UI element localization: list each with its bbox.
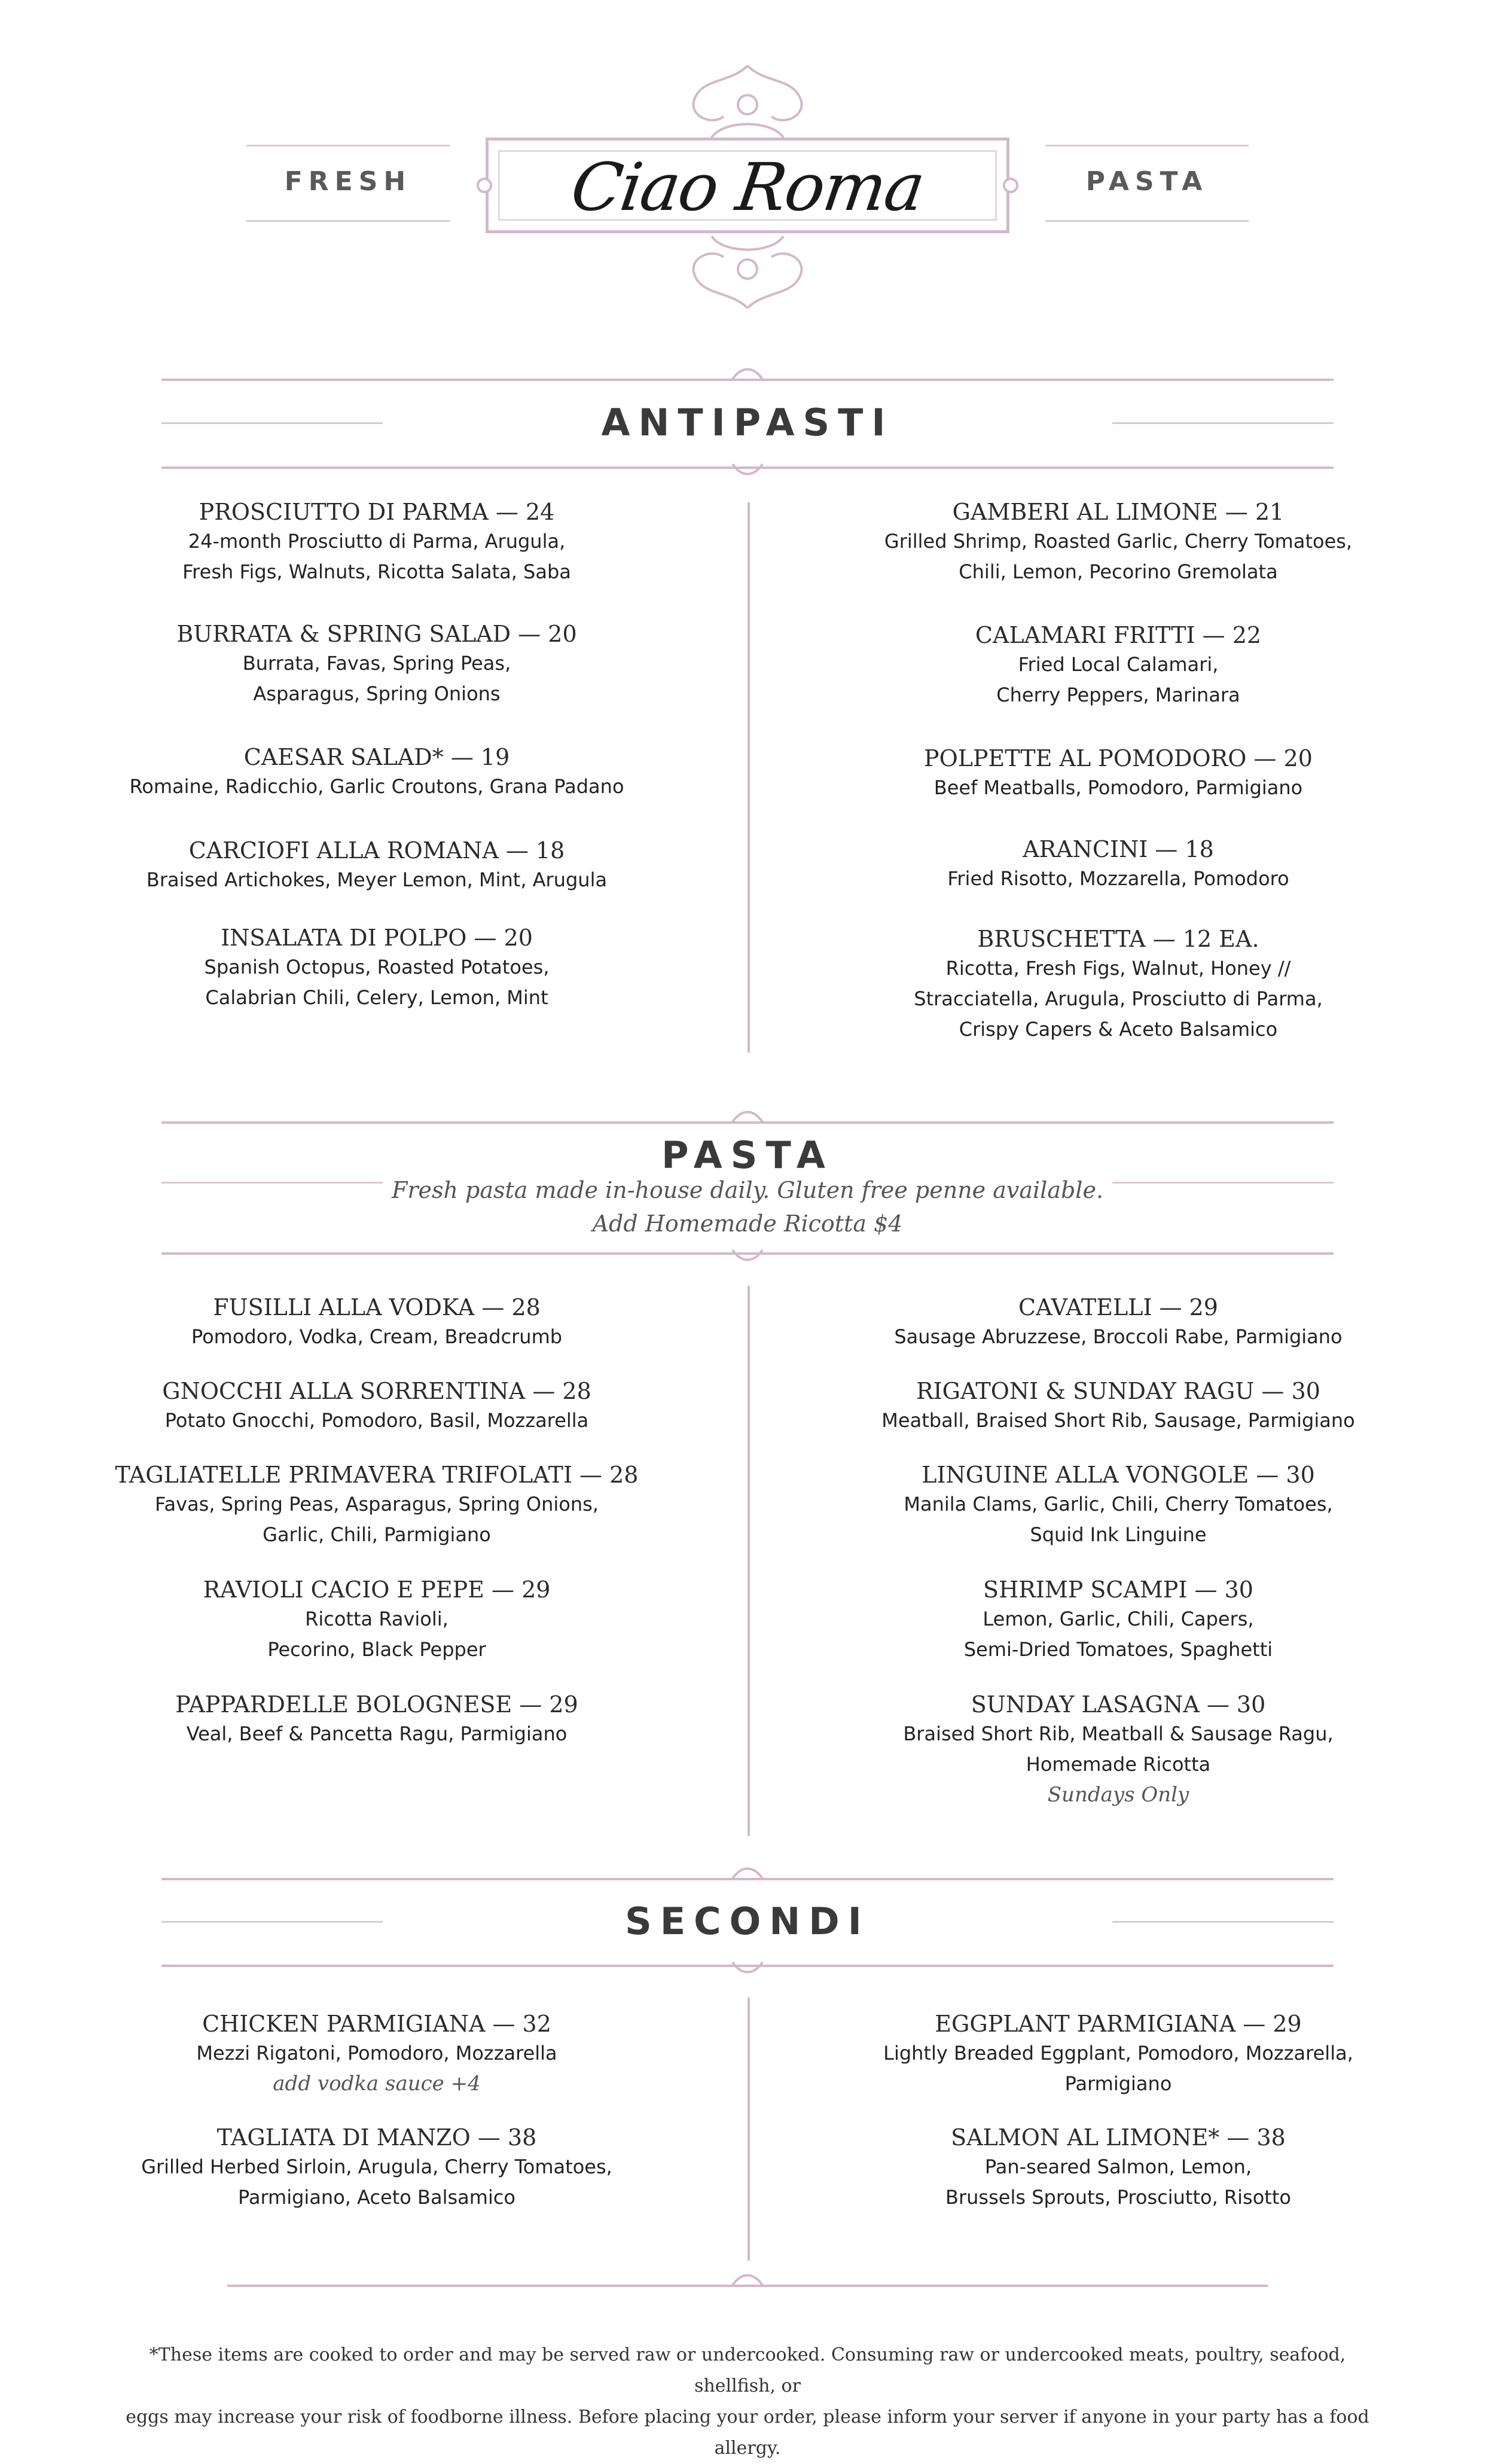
menu-item: TAGLIATA DI MANZO — 38 Grilled Herbed Sirloin, Arugula, Cherry Tomatoes, Parmigiano, Aceto Balsamico [141,2124,612,2209]
menu-item: RAVIOLI CACIO E PEPE — 29 Ricotta Ravioli, Pecorino, Black Pepper [203,1576,551,1661]
ornament-icon [730,1248,765,1265]
section-title-secondi: SECONDI [625,1899,870,1943]
fresh-label: FRESH [284,166,412,197]
menu-item: BRUSCHETTA — 12 EA. Ricotta, Fresh Figs, Walnut, Honey // Stracciatella, Arugula, Prosciutto di Parma, Crispy Capers & Aceto Balsamico [914,926,1323,1041]
header-rule [246,220,450,222]
menu-item: CHICKEN PARMIGIANA — 32 Mezzi Rigatoni, Pomodoro, Mozzarella add vodka sauce +4 [6,2009,748,2099]
header-rule [1045,145,1249,147]
menu-item: CAVATELLI — 29 Sausage Abruzzese, Broccoli Rabe, Parmigiano [894,1294,1343,1348]
menu-item: PAPPARDELLE BOLOGNESE — 29 Veal, Beef & Pancetta Ragu, Parmigiano [175,1691,578,1745]
flourish-top-icon [676,60,819,144]
pasta-label: PASTA [1085,166,1209,197]
menu-item: CAESAR SALAD* — 19 Romaine, Radicchio, Garlic Croutons, Grana Padano [129,744,624,798]
pasta-note: Fresh pasta made in-house daily. Gluten free penne available. [391,1177,1104,1203]
ornament-icon [730,1109,765,1127]
menu-item: PROSCIUTTO DI PARMA — 24 24-month Prosciutto di Parma, Arugula, Fresh Figs, Walnuts, Ricotta Salata, Saba [182,499,571,583]
menu-item: LINGUINE ALLA VONGOLE — 30 Manila Clams, Garlic, Chili, Cherry Tomatoes, Squid Ink Linguine [904,1462,1333,1546]
ornament-icon [730,1960,765,1978]
menu-item: ARANCINI — 18 Fried Risotto, Mozzarella, Pomodoro [947,836,1289,890]
sundays-only-note: Sundays Only [1047,1783,1189,1807]
header-rule [246,145,450,147]
menu-item: SHRIMP SCAMPI — 30 Lemon, Garlic, Chili, Capers, Semi-Dried Tomatoes, Spaghetti [963,1576,1273,1661]
frame-knob-left [477,178,492,193]
pasta-note-ricotta: Add Homemade Ricotta $4 [592,1210,903,1237]
menu-item: BURRATA & SPRING SALAD — 20 Burrata, Favas, Spring Peas, Asparagus, Spring Onions [176,621,577,705]
menu-item: POLPETTE AL POMODORO — 20 Beef Meatballs, Pomodoro, Parmigiano [924,745,1313,799]
ornament-icon [730,2272,765,2290]
menu-item: INSALATA DI POLPO — 20 Spanish Octopus, Roasted Potatoes, Calabrian Chili, Celery, Lemon, Mint [204,925,550,1009]
section-title-pasta: PASTA [661,1133,834,1177]
menu-item: SALMON AL LIMONE* — 38 Pan-seared Salmon, Lemon, Brussels Sprouts, Prosciutto, Risotto [945,2124,1291,2209]
ornament-icon [730,366,765,384]
menu-item: RIGATONI & SUNDAY RAGU — 30 Meatball, Braised Short Rib, Sausage, Parmigiano [881,1378,1355,1432]
menu-item: TAGLIATELLE PRIMAVERA TRIFOLATI — 28 Favas, Spring Peas, Asparagus, Spring Onions, Garlic, Chili, Parmigiano [115,1462,639,1546]
section-title-antipasti: ANTIPASTI [601,401,894,444]
menu-item: CALAMARI FRITTI — 22 Fried Local Calamari, Cherry Peppers, Marinara [975,622,1262,706]
menu-item: GAMBERI AL LIMONE — 21 Grilled Shrimp, Roasted Garlic, Cherry Tomatoes, Chili, Lemon, Pecorino Gremolata [884,499,1353,583]
menu-item: GNOCCHI ALLA SORRENTINA — 28 Potato Gnocchi, Pomodoro, Basil, Mozzarella [162,1378,591,1432]
allergy-disclaimer: *These items are cooked to order and may be served raw or undercooked. Consuming raw or undercooked meats, poultry, seafood, shellfish, or eggs may increase your risk of foodborne illness. Before placing your order, please inform your server if anyone in your party has a food allergy. [126,2344,1369,2459]
add-vodka-note: add vodka sauce +4 [273,2072,481,2096]
ornament-icon [730,1865,765,1883]
menu-item: FUSILLI ALLA VODKA — 28 Pomodoro, Vodka, Cream, Breadcrumb [191,1294,563,1348]
flourish-bottom-icon [676,230,819,314]
menu-item: CARCIOFI ALLA ROMANA — 18 Braised Artichokes, Meyer Lemon, Mint, Arugula [146,837,608,891]
frame-knob-right [1003,178,1018,193]
menu-item: SUNDAY LASAGNA — 30 Braised Short Rib, Meatball & Sausage Ragu, Homemade Ricotta Sundays Only [748,1690,1489,1810]
ornament-icon [730,462,765,480]
brand-logo: Ciao Roma [566,149,929,225]
brand-frame [486,138,1009,233]
header-rule [1045,220,1249,222]
menu-item: EGGPLANT PARMIGIANA — 29 Lightly Breaded Eggplant, Pomodoro, Mozzarella, Parmigiano [883,2011,1353,2095]
